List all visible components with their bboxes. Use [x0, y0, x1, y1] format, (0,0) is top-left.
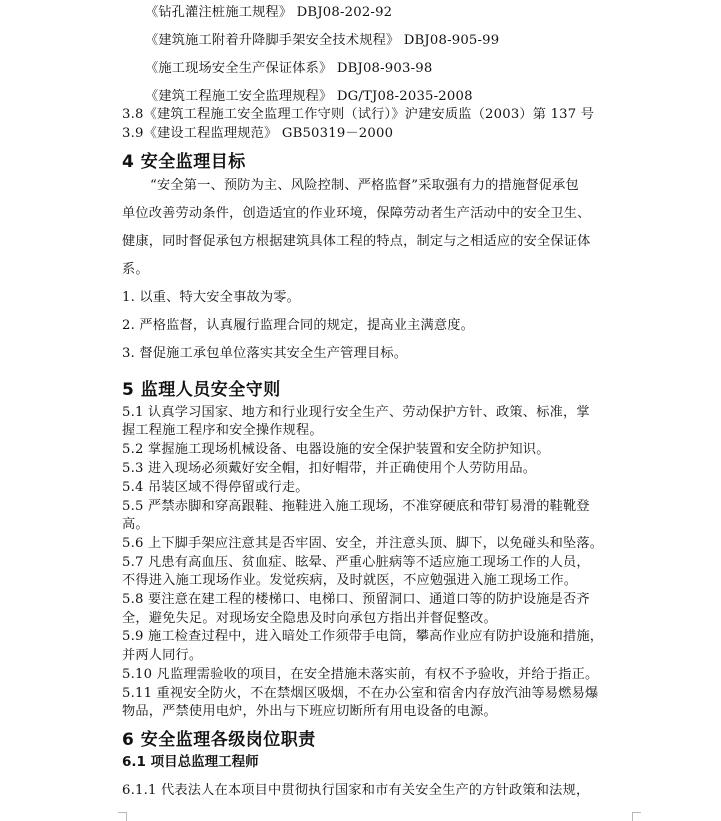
standard-item: 《钻孔灌注桩施工规程》 DBJ08-202-92: [145, 5, 393, 20]
section-5-line: 不得进入施工现场作业。发觉疾病，及时就医，不应勉强进入施工现场工作。: [122, 573, 578, 588]
section-5-title: 5 监理人员安全守则: [122, 380, 281, 400]
standard-item: 《建筑施工附着升降脚手架安全技术规程》 DBJ08-905-99: [145, 33, 500, 48]
section-4-goal: 1. 以重、特大安全事故为零。: [122, 290, 301, 305]
section-5-line: 5.9 施工检查过程中，进入暗处工作须带手电筒，攀高作业应有防护设施和措施，: [122, 629, 604, 644]
standard-item: 《施工现场安全生产保证体系》 DBJ08-903-98: [145, 61, 433, 76]
section-5-line: 5.6 上下脚手架应注意其是否牢固、安全，并注意头顶、脚下，以免碰头和坠落。: [122, 536, 604, 551]
section-6-1-title: 6.1 项目总监理工程师: [122, 754, 259, 770]
section-6-title: 6 安全监理各级岗位职责: [122, 730, 316, 750]
standard-item: 《建筑工程施工安全监理规程》 DG/TJ08-2035-2008: [145, 89, 473, 104]
section-4-title: 4 安全监理目标: [122, 152, 246, 172]
section-5-line: 5.10 凡监理需验收的项目，在安全措施未落实前，有权不予验收，并给于指正。: [122, 667, 599, 682]
section-5-line: 高。: [122, 517, 149, 532]
section-4-paragraph-line: 系。: [122, 262, 149, 277]
section-4-paragraph-line: “安全第一、预防为主、风险控制、严格监督”采取强有力的措施督促承包: [150, 178, 579, 193]
section-5-line: 5.11 重视安全防火，不在禁烟区吸烟，不在办公室和宿舍内存放汽油等易燃易爆: [122, 686, 599, 701]
section-4-paragraph-line: 单位改善劳动条件，创造适宜的作业环境，保障劳动者生产活动中的安全卫生、: [122, 206, 591, 221]
section-4-goal: 3. 督促施工承包单位落实其安全生产管理目标。: [122, 346, 408, 361]
section-5-line: 握工程施工程序和安全操作规程。: [122, 423, 323, 438]
section-5-line: 5.2 掌握施工现场机械设备、电器设施的安全保护装置和安全防护知识。: [122, 442, 550, 457]
section-4-paragraph-line: 健康，同时督促承包方根据建筑具体工程的特点，制定与之相适应的安全保证体: [122, 234, 591, 249]
section-5-line: 5.3 进入现场必须戴好安全帽，扣好帽带，并正确使用个人劳防用品。: [122, 461, 537, 476]
section-4-goal: 2. 严格监督，认真履行监理合同的规定，提高业主满意度。: [122, 318, 475, 333]
section-5-line: 5.1 认真学习国家、地方和行业现行安全生产、劳动保护方针、政策、标准，掌: [122, 405, 590, 420]
section-5-line: 5.7 凡患有高血压、贫血症、眩晕、严重心脏病等不适应施工现场工作的人员，: [122, 555, 590, 570]
standard-item-3-9: 3.9《建设工程监理规范》 GB50319－2000: [122, 126, 394, 141]
standard-item-3-8: 3.8《建筑工程施工安全监理工作守则（试行）》沪建安质监（2003）第 137 号: [122, 107, 595, 122]
section-5-line: 5.4 吊装区域不得停留或行走。: [122, 480, 309, 495]
section-5-line: 全，避免失足。对现场安全隐患及时向承包方指出并督促整改。: [122, 611, 497, 626]
section-5-line: 物品，严禁使用电炉，外出与下班应切断所有用电设备的电源。: [122, 704, 497, 719]
section-5-line: 5.5 严禁赤脚和穿高跟鞋、拖鞋进入施工现场，不准穿硬底和带钉易滑的鞋靴登: [122, 499, 590, 514]
section-5-line: 并两人同行。: [122, 648, 203, 663]
section-5-line: 5.8 要注意在建工程的楼梯口、电梯口、预留洞口、通道口等的防护设施是否齐: [122, 592, 590, 607]
section-6-line: 6.1.1 代表法人在本项目中贯彻执行国家和市有关安全生产的方针政策和法规，: [122, 783, 590, 798]
